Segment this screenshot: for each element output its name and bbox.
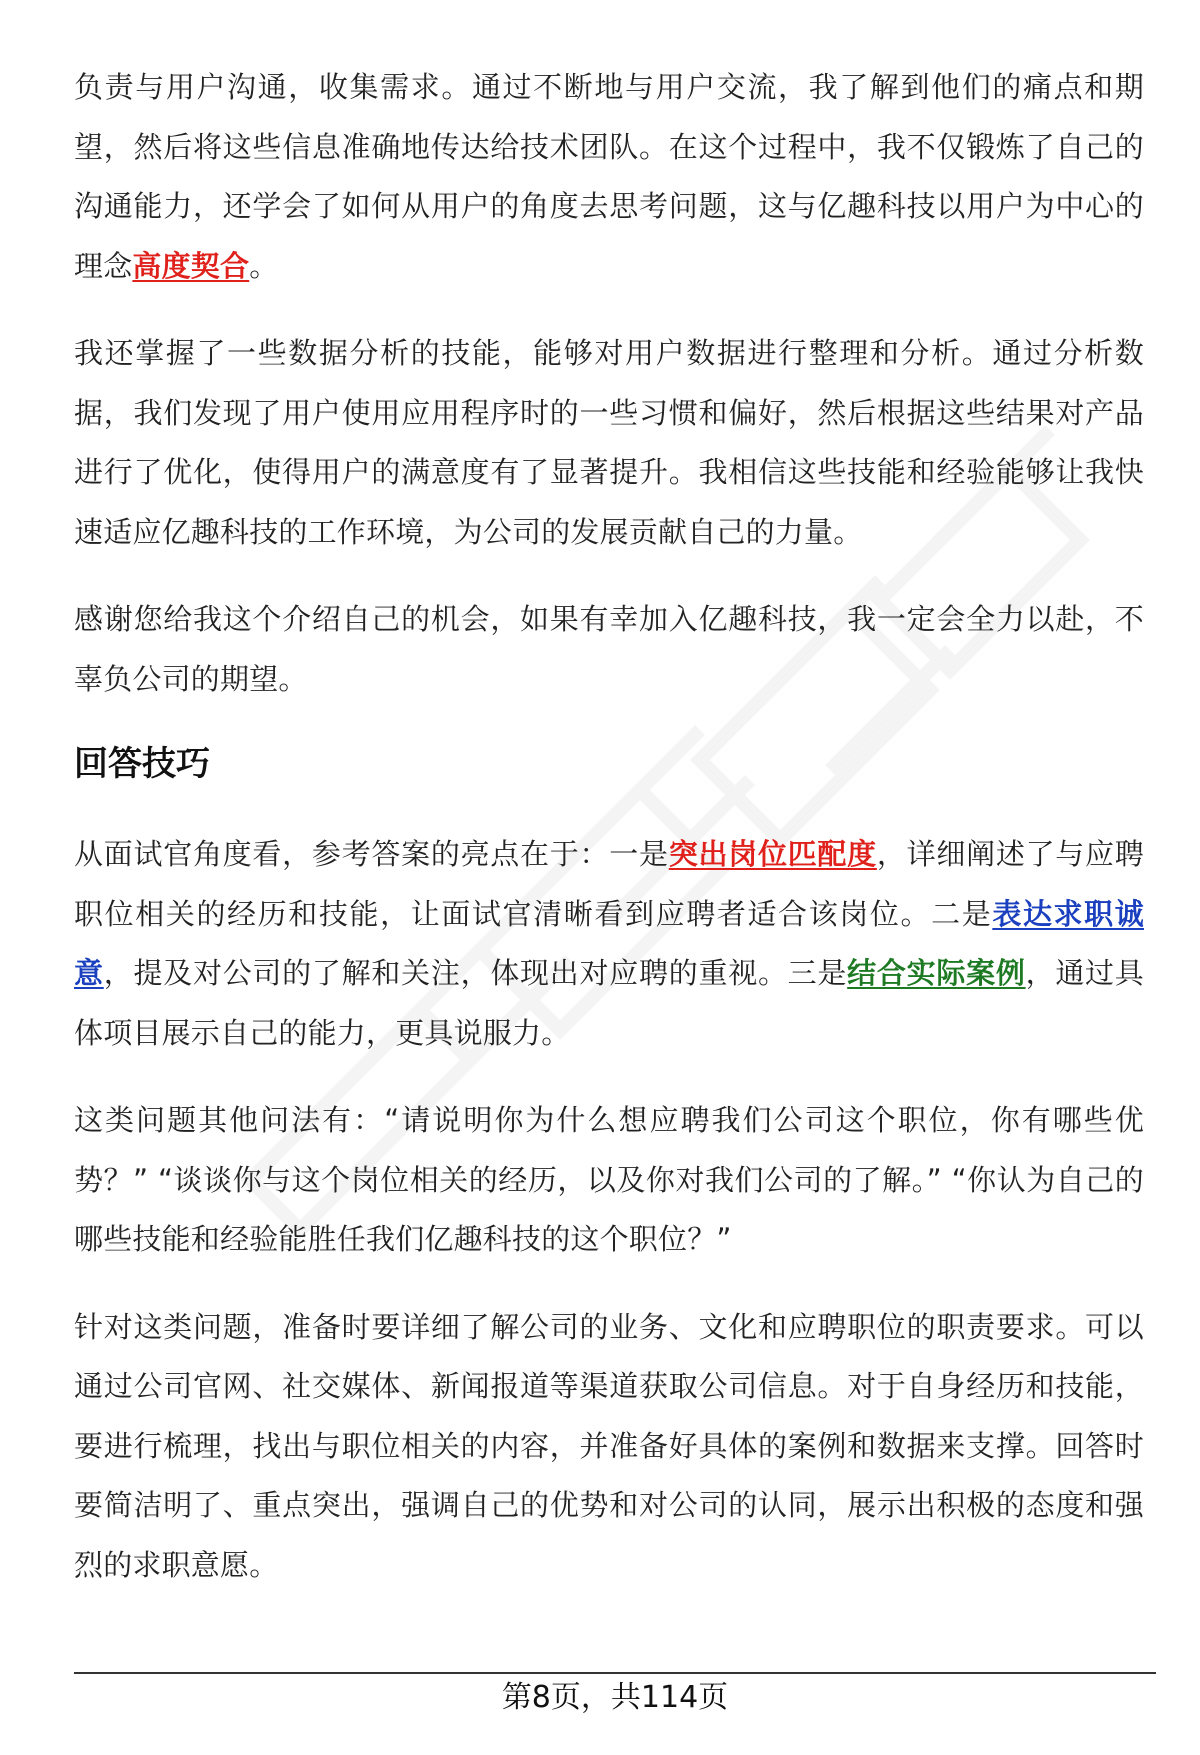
tips-text-1: 从面试官角度看，参考答案的亮点在于：一是 [74,837,669,871]
page-number: 第8页，共114页 [501,1680,729,1715]
paragraph-data-analysis: 我还掌握了一些数据分析的技能，能够对用户数据进行整理和分析。通过分析数据，我们发现了用户使用应用程序时的一些习惯和偏好，然后根据这些结果对产品进行了优化，使得用户的满意度有了显著提升。我相信这些技能和经验能够让我快速适应亿趣科技的工作环境，为公司的发展贡献自己的力量。 [74,336,1144,549]
highlight-cases: 结合实际案例 [847,956,1026,990]
paragraph-communication [74,58,1144,296]
paragraph-text-end: 。 [249,248,279,283]
paragraph-other-questions: 这类问题其他问法有：“请说明你为什么想应聘我们公司这个职位，你有哪些优势？” “谈谈你与这个岗位相关的经历，以及你对我们公司的了解。” “你认为自己的哪些技能和经验能胜任我们亿趣科技的这个职位？” [74,1103,1144,1256]
document-body [74,58,1144,1623]
footer-divider [74,1672,1156,1674]
section-heading: 回答技巧 [74,744,210,784]
paragraph-preparation: 针对这类问题，准备时要详细了解公司的业务、文化和应聘职位的职责要求。可以通过公司官网、社交媒体、新闻报道等渠道获取公司信息。对于自身经历和技能，要进行梳理，找出与职位相关的内容，并准备好具体的案例和数据来支撑。回答时要简洁明了、重点突出，强调自己的优势和对公司的认同，展示出积极的态度和强烈的求职意愿。 [74,1309,1144,1582]
highlight-fit: 高度契合 [132,248,250,283]
paragraph-thanks: 感谢您给我这个介绍自己的机会，如果有幸加入亿趣科技，我一定会全力以赴，不辜负公司的期望。 [74,602,1144,696]
tips-text-4: ，通过具体项目展示自己的能力，更具说服力。 [74,956,1144,1050]
paragraph-text: 负责与用户沟通，收集需求。通过不断地与用户交流，我了解到他们的痛点和期望，然后将这些信息准确地传达给技术团队。在这个过程中，我不仅锻炼了自己的沟通能力，还学会了如何从用户的角度去思考问题，这与亿趣科技以用户为中心的理念 [74,70,1144,283]
highlight-sincerity: 表达求职诚意 [74,896,1144,990]
tips-text-2: ，详细阐述了与应聘职位相关的经历和技能，让面试官清晰看到应聘者适合该岗位。二是 [74,837,1144,931]
tips-text-3: ，提及对公司的了解和关注，体现出对应聘的重视。三是 [103,956,848,990]
paragraph-tips [74,825,1144,1063]
highlight-job-match: 突出岗位匹配度 [668,837,877,871]
